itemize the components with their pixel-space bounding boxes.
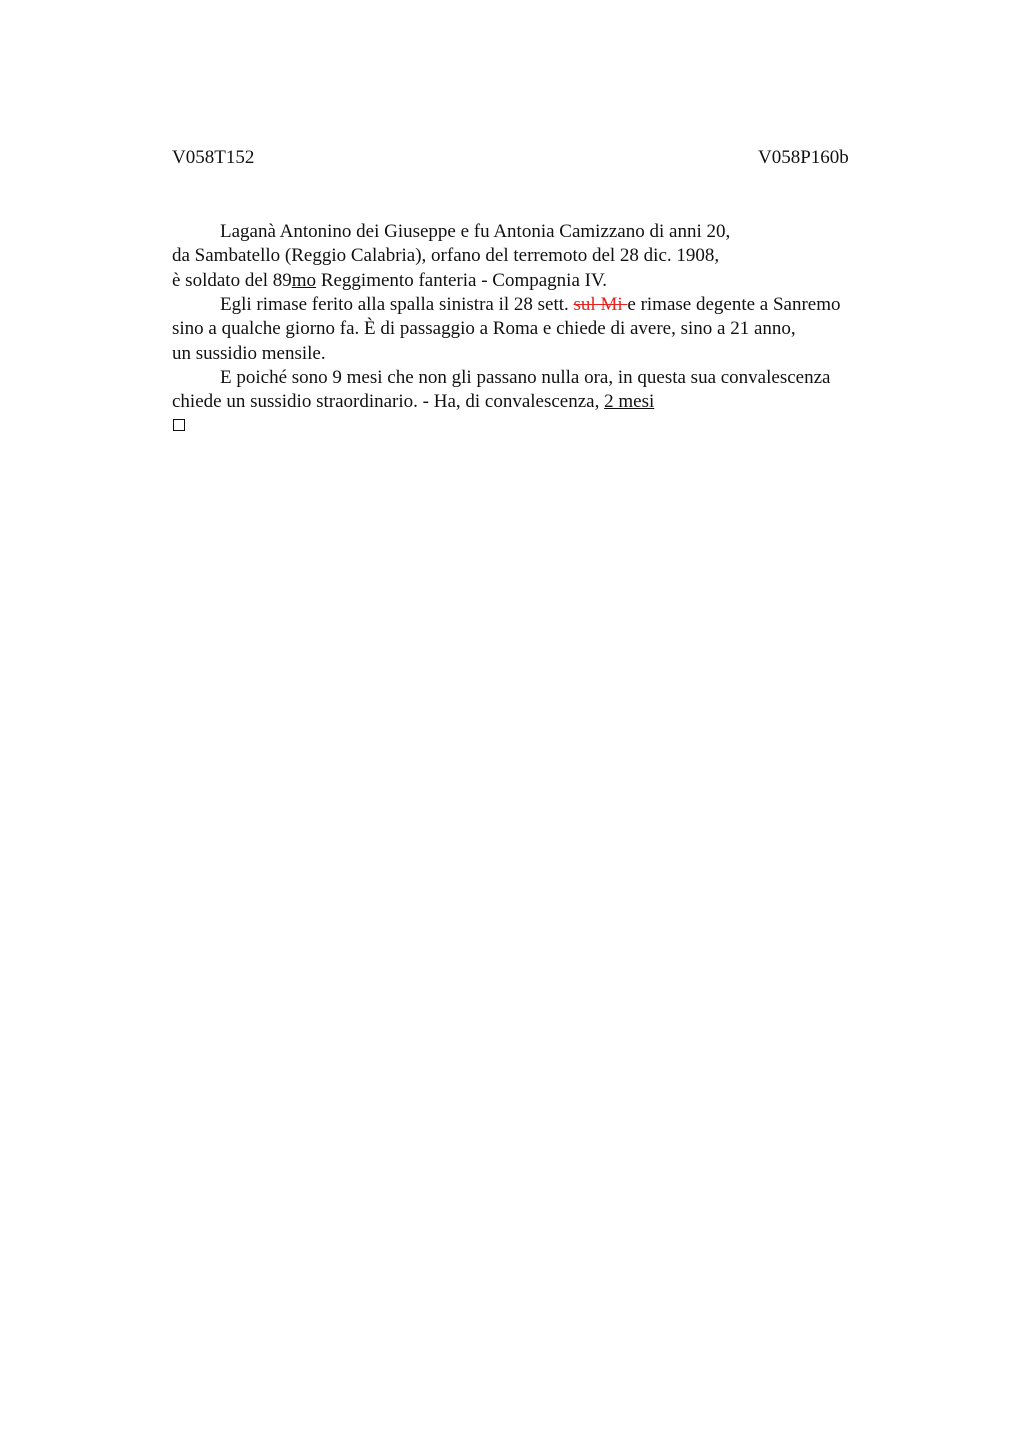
text-line-3-start: è soldato del 89 <box>172 270 292 291</box>
document-code-left: V058T152 <box>172 147 255 168</box>
text-line-3 <box>172 269 607 293</box>
underlined-duration: 2 mesi <box>604 391 655 412</box>
text-line-4-start: Egli rimase ferito alla spalla sinistra il 28 sett. <box>220 294 574 315</box>
text-line-1: Laganà Antonino dei Giuseppe e fu Antonia Camizzano di anni 20, <box>220 221 731 242</box>
text-line-4-end: e rimase degente a Sanremo <box>627 294 841 315</box>
ordinal-suffix-underlined: mo <box>291 270 317 291</box>
text-line-3-end: Reggimento fanteria - Compagnia IV. <box>316 270 607 291</box>
text-line-6: un sussidio mensile. <box>172 343 326 364</box>
text-line-5: sino a qualche giorno fa. È di passaggio a Roma e chiede di avere, sino a 21 anno, <box>172 318 796 339</box>
text-line-7: E poiché sono 9 mesi che non gli passano nulla ora, in questa sua convalescenza <box>220 367 831 388</box>
text-line-2: da Sambatello (Reggio Calabria), orfano del terremoto del 28 dic. 1908, <box>172 245 720 266</box>
empty-checkbox-icon <box>173 419 185 431</box>
text-line-4 <box>220 293 841 317</box>
document-code-right: V058P160b <box>758 147 849 168</box>
text-line-8 <box>172 390 654 414</box>
deleted-text: sul Mi <box>573 294 628 315</box>
text-line-8-start: chiede un sussidio straordinario. - Ha, di convalescenza, <box>172 391 605 412</box>
